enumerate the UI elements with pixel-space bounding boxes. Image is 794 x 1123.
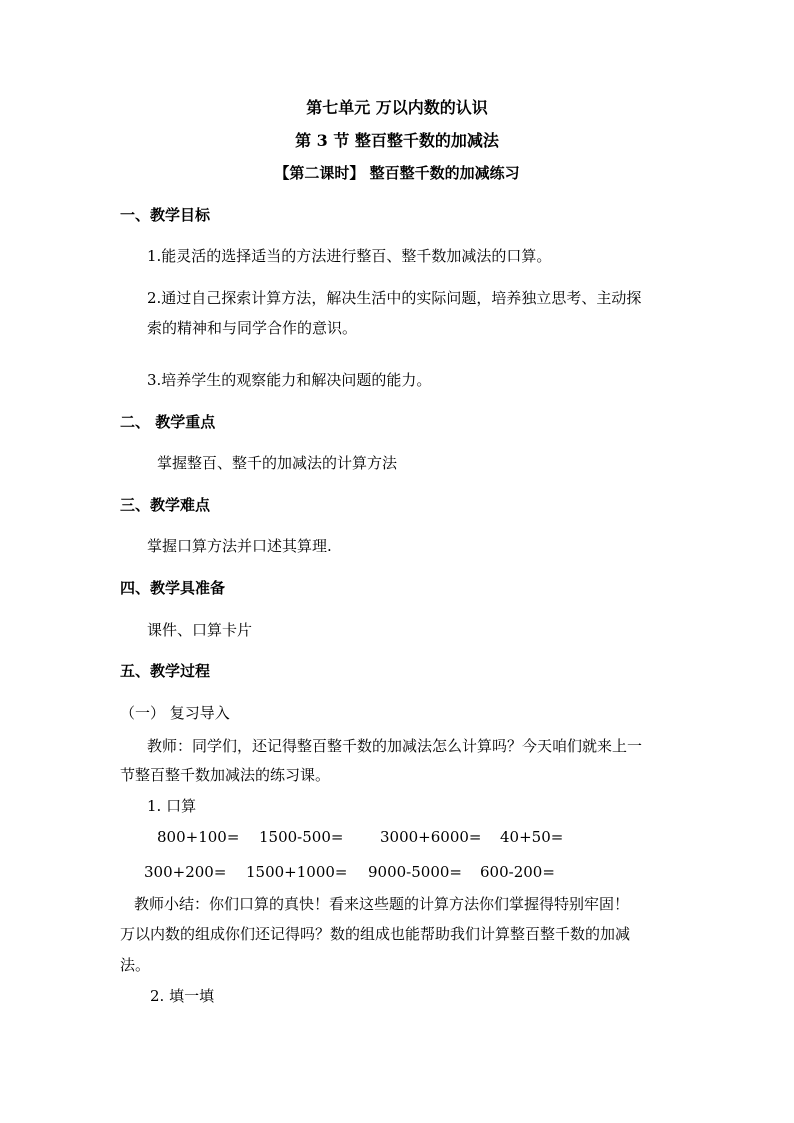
section-heading-materials: 四、教学具准备	[120, 579, 226, 597]
difficulties-text: 掌握口算方法并口述其算理.	[147, 537, 332, 555]
materials-text: 课件、口算卡片	[147, 621, 253, 639]
section-heading-key-points: 二、 教学重点	[120, 413, 216, 431]
calc-problem: 300+200=	[144, 863, 227, 881]
calc-problem: 1500-500=	[259, 828, 344, 846]
unit-title: 第七单元 万以内数的认识	[306, 98, 488, 117]
item-oral-calculation: 1. 口算	[147, 797, 197, 815]
teacher-summary-line2: 万以内数的组成你们还记得吗？数的组成也能帮助我们计算整百整千数的加减	[120, 925, 631, 943]
calc-problem: 40+50=	[500, 828, 564, 846]
objective-1: 1.能灵活的选择适当的方法进行整百、整千数加减法的口算。	[147, 247, 552, 265]
section-heading-objectives: 一、教学目标	[120, 206, 211, 224]
calc-problem: 1500+1000=	[246, 863, 348, 881]
objective-2-line2: 索的精神和与同学合作的意识。	[147, 319, 358, 337]
process-subheading-review: （一） 复习导入	[120, 704, 230, 722]
calc-problem: 800+100=	[157, 828, 240, 846]
item-fill-in: 2. 填一填	[150, 987, 215, 1005]
section-title: 第 3 节 整百整千数的加减法	[295, 131, 499, 150]
objective-2-line1: 2.通过自己探索计算方法，解决生活中的实际问题，培养独立思考、主动探	[147, 289, 642, 307]
teacher-intro-line2: 节整百整千数加减法的练习课。	[120, 766, 331, 784]
lesson-title: 【第二课时】 整百整千数的加减练习	[274, 164, 520, 182]
calc-problem: 600-200=	[480, 863, 555, 881]
teacher-summary-line3: 法。	[120, 956, 151, 974]
calc-problem: 3000+6000=	[380, 828, 482, 846]
calc-problem: 9000-5000=	[368, 863, 462, 881]
key-points-text: 掌握整百、整千的加减法的计算方法	[157, 454, 398, 472]
section-heading-process: 五、教学过程	[120, 662, 211, 680]
teacher-intro-line1: 教师：同学们，还记得整百整千数的加减法怎么计算吗？今天咱们就来上一	[147, 737, 643, 755]
section-heading-difficulties: 三、教学难点	[120, 496, 211, 514]
objective-3: 3.培养学生的观察能力和解决问题的能力。	[147, 371, 432, 389]
teacher-summary-line1: 教师小结：你们口算的真快！看来这些题的计算方法你们掌握得特别牢固！	[134, 895, 630, 913]
